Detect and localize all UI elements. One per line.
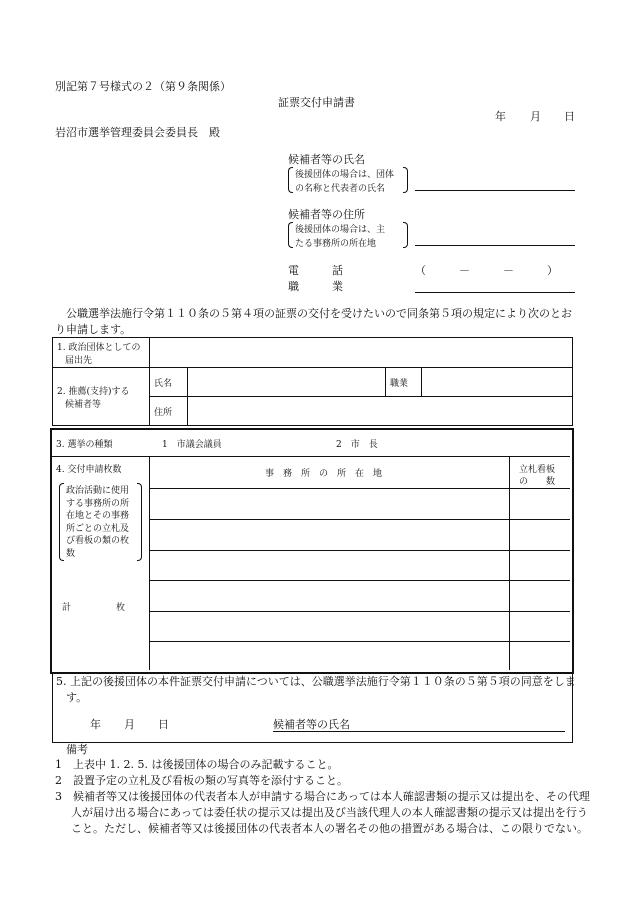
intro-paragraph: 公職選挙法施行令第１１０条の５第４項の証票の交付を受けたいので同条第５項の規定により次のとおり申請します。 [55, 307, 572, 336]
office-row-rule-2 [149, 519, 570, 520]
row4-note-line-1: 政治活動に使用 [66, 486, 130, 496]
office-row-rule-4 [149, 580, 570, 581]
office-location-header: 事 務 所 の 所 在 地 [265, 469, 383, 479]
applicant-address-field[interactable] [415, 245, 575, 246]
applicant-name-label: 候補者等の氏名 [288, 153, 365, 166]
occupation-field[interactable] [415, 292, 575, 293]
row4-note-line-5: び看板の類の枚 [66, 536, 130, 546]
applicant-name-field[interactable] [415, 190, 575, 191]
date-day-label: 日 [564, 110, 575, 123]
phone-field[interactable]: （ － － ） [415, 264, 558, 277]
date-month-label: 月 [530, 110, 541, 123]
candidate-name-label: 氏名 [150, 368, 188, 397]
row4-note-line-6: 数 [66, 548, 76, 559]
row4-note-right-bracket [137, 483, 142, 561]
address-note-line-2: たる事務所の所在地 [295, 239, 377, 249]
name-note-right-bracket [403, 167, 408, 193]
candidate-table [52, 337, 573, 426]
phone-label: 電 話 [288, 264, 343, 277]
consent-text: 5. 上記の後援団体の本件証票交付申請については、公職選挙法施行令第１１０条の５第５項の同意をします。 [56, 675, 576, 704]
candidate-label [53, 368, 150, 426]
election-option-mayor[interactable]: 2 市 長 [336, 440, 378, 450]
name-note-left-bracket [288, 167, 293, 193]
consent-signer-label: 候補者等の氏名 [273, 718, 350, 731]
office-row-rule-1 [149, 488, 570, 489]
note-item-3: 3 候補者等又は後援団体の代表者本人が申請する場合にあっては本人確認書類の提示又は提出を、その代理人が届け出る場合にあっては委任状の提示又は提出及び当該代理人の本人確認書類の提示又は提出を行うこと。ただし、候補者等又は後援団体の代表者本人の署名その他の措置がある場合は、この限りでない。 [55, 790, 590, 835]
address-note-right-bracket [403, 222, 408, 248]
note-item-2: 2 設置予定の立札及び看板の類の写真等を添付すること。 [55, 774, 348, 787]
date-year-label: 年 [495, 110, 506, 123]
row4-note-line-3: 在地とその事務 [66, 511, 130, 521]
candidate-name-field[interactable] [188, 368, 386, 397]
notes-title: 備考 [66, 743, 88, 756]
office-row-rule-6 [149, 641, 570, 642]
row4-note-line-4: 所ごとの立札及 [66, 523, 130, 534]
address-note-line-1: 後援団体の場合は、主 [295, 225, 386, 235]
row4-note-line-2: する事務所の所 [66, 498, 130, 509]
applicant-address-label: 候補者等の住所 [288, 208, 365, 221]
addressee: 岩沼市選挙管理委員会委員長 殿 [55, 126, 220, 139]
office-row-rule-3 [149, 550, 570, 551]
political-group-label-line-1: 1. 政治団体としての [57, 342, 141, 353]
row3-bottom-rule [52, 456, 570, 457]
office-row-rule-5 [149, 611, 570, 612]
consent-month-label: 月 [124, 718, 135, 731]
consent-day-label: 日 [158, 718, 169, 731]
election-type-label: 3. 選挙の種類 [56, 440, 113, 450]
note-item-1: 1 上表中 1. 2. 5. は後援団体の場合のみ記載すること。 [55, 758, 339, 771]
candidate-address-label: 住所 [150, 397, 188, 426]
form-number: 別記第７号様式の２（第９条関係） [55, 80, 231, 93]
election-option-city-council[interactable]: 1 市議会議員 [162, 440, 222, 450]
political-group-field[interactable] [150, 338, 573, 368]
candidate-label-line-1: 2. 推薦(支持)する [57, 386, 130, 397]
signs-count-header-line-1: 立札看板 [519, 465, 556, 475]
application-count-label: 4. 交付申請枚数 [56, 465, 122, 475]
consent-signer-field[interactable] [273, 731, 565, 732]
name-note-line-2: の名称と代表者の氏名 [295, 184, 386, 194]
form-title: 証票交付申請書 [278, 96, 355, 109]
signs-count-header-line-2: の 数 [519, 477, 556, 487]
consent-year-label: 年 [90, 718, 101, 731]
political-group-label [53, 338, 150, 368]
political-group-label-line-2: 届出先 [65, 355, 93, 366]
candidate-occupation-label: 職業 [386, 368, 422, 397]
occupation-label: 職 業 [288, 280, 343, 293]
address-note-left-bracket [288, 222, 293, 248]
name-note-line-1: 後援団体の場合は、団体 [295, 170, 395, 180]
candidate-occupation-field[interactable] [422, 368, 573, 397]
candidate-address-field[interactable] [188, 397, 573, 426]
total-label: 計 枚 [62, 603, 126, 613]
candidate-label-line-2: 候補者等 [65, 399, 102, 410]
row4-note [66, 485, 142, 560]
row4-note-left-bracket [59, 483, 64, 561]
